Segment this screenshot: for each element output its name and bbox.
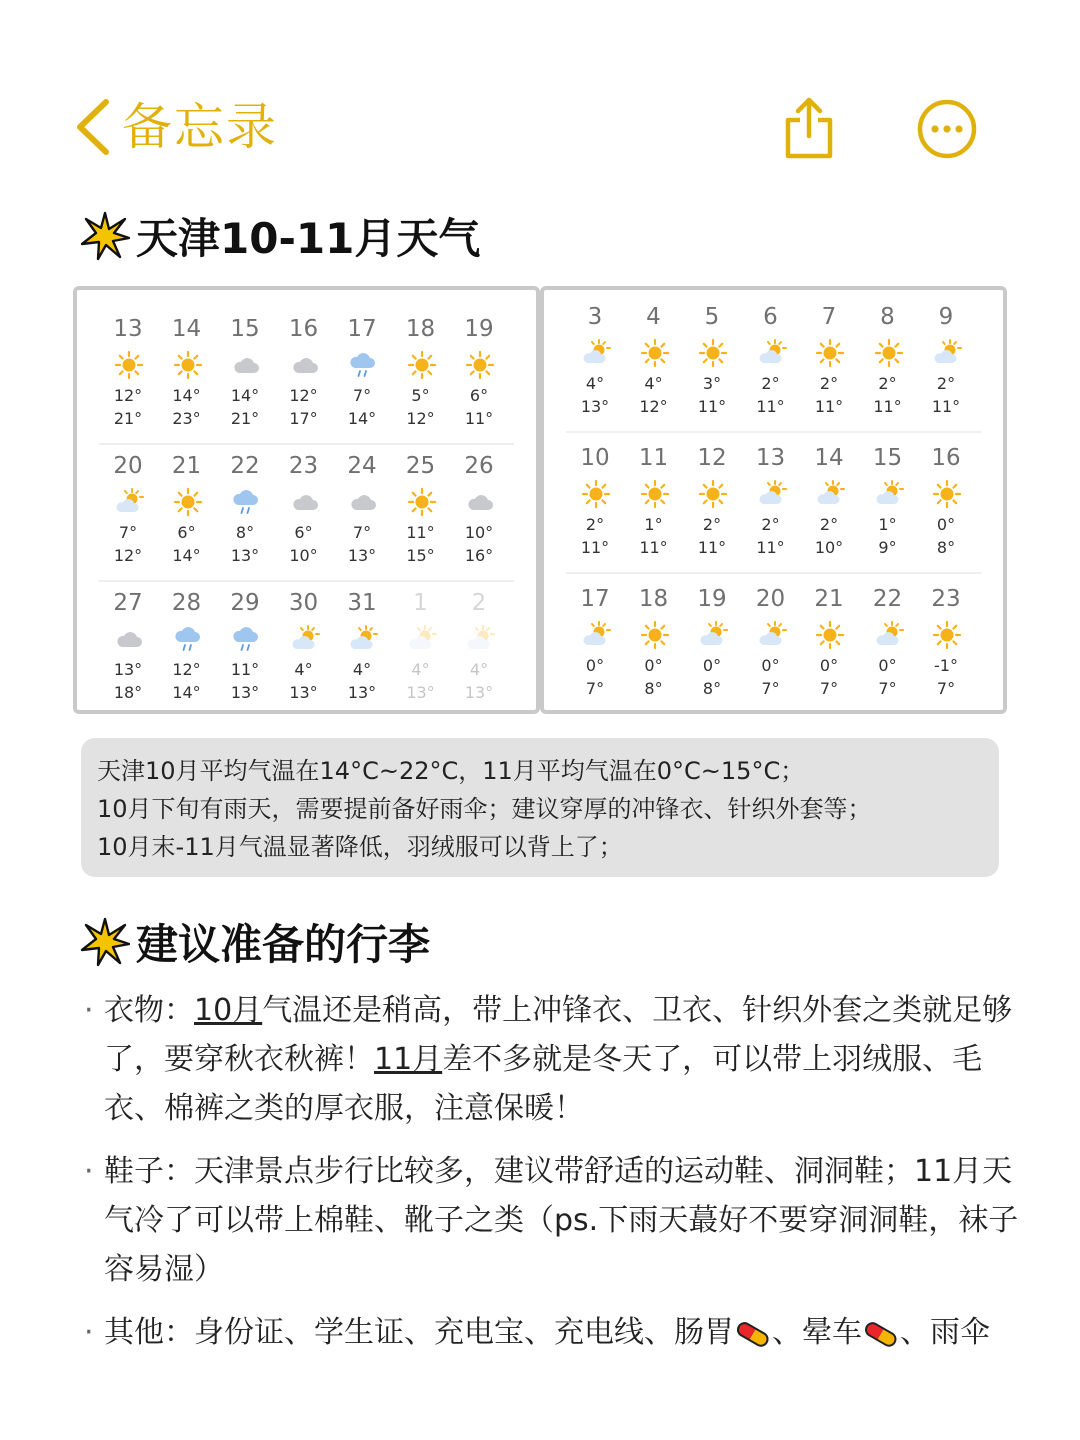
low-temp: 6° xyxy=(469,386,489,405)
low-temp: 4° xyxy=(585,374,605,393)
day-number: 8 xyxy=(880,304,895,330)
item-label: 其他： xyxy=(104,1315,194,1350)
calendar-day xyxy=(99,582,157,719)
calendar-day xyxy=(566,437,624,574)
low-temp: 0° xyxy=(819,656,839,675)
sunny-weather-icon xyxy=(932,479,962,509)
day-number: 18 xyxy=(405,316,436,342)
high-temp: 9° xyxy=(878,538,897,557)
october-week-row xyxy=(99,308,514,445)
high-temp: 15° xyxy=(406,546,435,565)
calendar-day xyxy=(566,578,624,715)
list-item-shoes xyxy=(80,1147,1040,1294)
cloudy-weather-icon xyxy=(114,624,144,654)
low-temp: 0° xyxy=(878,656,897,675)
day-number: 30 xyxy=(288,590,319,616)
high-temp: 11° xyxy=(756,397,785,416)
calendar-day xyxy=(566,296,624,433)
october-link: 10月 xyxy=(194,993,263,1028)
sunny-weather-icon xyxy=(465,350,495,380)
high-temp: 13° xyxy=(580,397,610,416)
sunny-weather-icon xyxy=(932,620,962,650)
item-label: 鞋子： xyxy=(104,1154,194,1189)
cloudy-weather-icon xyxy=(290,350,320,380)
low-temp: 2° xyxy=(819,374,839,393)
high-temp: 23° xyxy=(172,409,201,428)
row-divider xyxy=(566,572,981,574)
calendar-day xyxy=(683,437,741,574)
calendar-day xyxy=(625,437,683,574)
high-temp: 16° xyxy=(464,546,494,565)
day-number: 21 xyxy=(171,453,202,479)
november-week-row xyxy=(566,296,981,433)
high-temp: 8° xyxy=(936,538,956,557)
weather-summary-box xyxy=(81,738,999,877)
day-number: 29 xyxy=(230,590,260,616)
sunny-weather-icon xyxy=(640,479,670,509)
partly-weather-icon xyxy=(465,624,495,654)
high-temp: 10° xyxy=(814,538,844,557)
sparkle-star-icon xyxy=(80,917,130,967)
low-temp: 4° xyxy=(294,660,313,679)
bullet-dot: · xyxy=(84,1315,94,1350)
luggage-section-title xyxy=(80,912,430,972)
item-label: 衣物： xyxy=(104,993,194,1028)
day-number: 1 xyxy=(413,590,428,616)
day-number: 22 xyxy=(872,586,903,612)
low-temp: 4° xyxy=(352,660,372,679)
low-temp: 2° xyxy=(819,515,839,534)
high-temp: 11° xyxy=(639,538,668,557)
bullet-dot: · xyxy=(84,993,94,1028)
day-number: 26 xyxy=(464,453,494,479)
partly-weather-icon xyxy=(874,479,904,509)
bullet-dot: · xyxy=(84,1154,94,1189)
high-temp: 13° xyxy=(289,683,318,702)
list-item-clothes xyxy=(80,986,1040,1133)
item-text: 、晕车 xyxy=(772,1315,862,1350)
high-temp: 11° xyxy=(697,397,727,416)
low-temp: 6° xyxy=(294,523,313,542)
low-temp: 2° xyxy=(761,374,780,393)
item-text: 、雨伞 xyxy=(900,1315,990,1350)
calendar-day xyxy=(333,308,391,445)
high-temp: 18° xyxy=(113,683,143,702)
low-temp: 14° xyxy=(172,386,201,405)
high-temp: 11° xyxy=(931,397,961,416)
calendar-day xyxy=(333,582,391,719)
november-weather-calendar xyxy=(540,286,1007,714)
calendar-day xyxy=(625,296,683,433)
day-number: 13 xyxy=(113,316,143,342)
low-temp: 2° xyxy=(585,515,605,534)
partly-weather-icon xyxy=(757,338,787,368)
partly-weather-icon xyxy=(581,338,611,368)
high-temp: 13° xyxy=(406,683,435,702)
day-number: 12 xyxy=(697,445,727,471)
high-temp: 12° xyxy=(639,397,668,416)
partly-weather-icon xyxy=(581,620,611,650)
rainy-weather-icon xyxy=(231,487,261,517)
low-temp: 0° xyxy=(585,656,605,675)
partly-weather-icon xyxy=(114,487,144,517)
calendar-day xyxy=(859,296,917,433)
calendar-day xyxy=(683,296,741,433)
sparkle-star-icon xyxy=(80,211,130,261)
day-number: 20 xyxy=(113,453,143,479)
november-week-row xyxy=(566,437,981,574)
pill-icon xyxy=(734,1321,772,1347)
partly-weather-icon xyxy=(290,624,320,654)
low-temp: 12° xyxy=(289,386,318,405)
low-temp: 7° xyxy=(352,386,372,405)
calendar-day xyxy=(99,445,157,582)
calendar-day xyxy=(450,445,508,582)
sunny-weather-icon xyxy=(815,338,845,368)
day-number: 19 xyxy=(697,586,727,612)
partly-weather-icon xyxy=(757,479,787,509)
cloudy-weather-icon xyxy=(348,487,378,517)
sunny-weather-icon xyxy=(173,487,203,517)
high-temp: 13° xyxy=(230,683,260,702)
day-number: 28 xyxy=(171,590,202,616)
calendar-day xyxy=(625,578,683,715)
high-temp: 11° xyxy=(580,538,610,557)
item-text: 天津景点步行比较多，建议带舒适的运动鞋、洞洞鞋；11月天气冷了可以带上棉鞋、靴子之类（ps.下雨天蕞好不要穿洞洞鞋，袜子容易湿） xyxy=(104,1154,1019,1287)
day-number: 13 xyxy=(755,445,786,471)
calendar-day xyxy=(392,445,450,582)
partly-weather-icon xyxy=(874,620,904,650)
day-number: 22 xyxy=(230,453,260,479)
day-number: 15 xyxy=(872,445,903,471)
calendar-day xyxy=(392,308,450,445)
item-text: 差不多就是冬天了，可以带上羽绒服、毛衣、棉裤之类的厚衣服，注意保暖！ xyxy=(104,1042,983,1126)
calendar-day xyxy=(917,578,975,715)
cloudy-weather-icon xyxy=(290,487,320,517)
high-temp: 14° xyxy=(347,409,377,428)
high-temp: 13° xyxy=(230,546,260,565)
high-temp: 10° xyxy=(289,546,318,565)
low-temp: 5° xyxy=(411,386,430,405)
low-temp: 2° xyxy=(878,374,897,393)
calendar-day xyxy=(392,582,450,719)
chevron-left-icon xyxy=(72,96,114,158)
high-temp: 11° xyxy=(756,538,785,557)
item-text: 身份证、学生证、充电宝、充电线、肠胃 xyxy=(194,1315,734,1350)
sunny-weather-icon xyxy=(815,620,845,650)
day-number: 11 xyxy=(638,445,669,471)
day-number: 23 xyxy=(931,586,961,612)
day-number: 18 xyxy=(638,586,669,612)
low-temp: 4° xyxy=(644,374,663,393)
low-temp: 1° xyxy=(878,515,897,534)
partly-weather-icon xyxy=(348,624,378,654)
low-temp: 8° xyxy=(235,523,255,542)
low-temp: 12° xyxy=(172,660,201,679)
calendar-day xyxy=(275,582,333,719)
day-number: 15 xyxy=(230,316,260,342)
low-temp: 2° xyxy=(702,515,722,534)
low-temp: 0° xyxy=(702,656,722,675)
back-button[interactable] xyxy=(72,96,278,158)
low-temp: 14° xyxy=(230,386,260,405)
low-temp: 12° xyxy=(113,386,143,405)
low-temp: -1° xyxy=(934,656,958,675)
sunny-weather-icon xyxy=(698,338,728,368)
sunny-weather-icon xyxy=(114,350,144,380)
high-temp: 8° xyxy=(702,679,722,698)
day-number: 9 xyxy=(938,304,954,330)
low-temp: 0° xyxy=(761,656,780,675)
row-divider xyxy=(566,431,981,433)
high-temp: 8° xyxy=(644,679,663,698)
list-item-others xyxy=(80,1308,1040,1357)
calendar-day xyxy=(158,582,216,719)
calendar-day xyxy=(275,308,333,445)
calendar-day xyxy=(742,578,800,715)
high-temp: 14° xyxy=(172,683,201,702)
day-number: 14 xyxy=(814,445,844,471)
navigation-bar xyxy=(0,0,1080,180)
low-temp: 3° xyxy=(702,374,722,393)
calendar-day xyxy=(216,445,274,582)
luggage-list xyxy=(80,986,1040,1371)
sunny-weather-icon xyxy=(173,350,203,380)
high-temp: 11° xyxy=(873,397,902,416)
summary-line: 10月下旬有雨天，需要提前备好雨伞；建议穿厚的冲锋衣、针织外套等； xyxy=(97,795,872,823)
pill-icon xyxy=(862,1321,900,1347)
low-temp: 13° xyxy=(113,660,143,679)
high-temp: 7° xyxy=(819,679,839,698)
november-week-row xyxy=(566,578,981,715)
calendar-day xyxy=(859,578,917,715)
day-number: 16 xyxy=(931,445,961,471)
item-text: 气温还是稍高，带上冲锋衣、卫衣、针织外套之类就足够了，要穿秋衣秋裤！ xyxy=(104,993,1013,1077)
october-week-row xyxy=(99,445,514,582)
partly-weather-icon xyxy=(407,624,437,654)
sunny-weather-icon xyxy=(698,479,728,509)
day-number: 19 xyxy=(464,316,494,342)
calendar-day xyxy=(216,582,274,719)
share-button[interactable] xyxy=(782,96,836,160)
high-temp: 13° xyxy=(464,683,494,702)
october-weather-calendar xyxy=(73,286,540,714)
day-number: 23 xyxy=(288,453,319,479)
high-temp: 7° xyxy=(761,679,780,698)
high-temp: 12° xyxy=(113,546,143,565)
sunny-weather-icon xyxy=(640,620,670,650)
calendar-day xyxy=(333,445,391,582)
low-temp: 2° xyxy=(761,515,780,534)
high-temp: 7° xyxy=(585,679,605,698)
summary-line: 10月末-11月气温显著降低，羽绒服可以背上了； xyxy=(97,833,623,861)
calendar-day xyxy=(683,578,741,715)
high-temp: 7° xyxy=(936,679,956,698)
weather-title-text: 天津10-11月天气 xyxy=(136,214,481,263)
calendar-day xyxy=(917,437,975,574)
calendar-day xyxy=(99,308,157,445)
ellipsis-circle-icon xyxy=(916,98,978,160)
high-temp: 13° xyxy=(347,546,377,565)
calendar-day xyxy=(917,296,975,433)
rainy-weather-icon xyxy=(348,350,378,380)
low-temp: 11° xyxy=(230,660,260,679)
more-options-button[interactable] xyxy=(916,98,978,160)
day-number: 14 xyxy=(171,316,202,342)
day-number: 7 xyxy=(821,304,837,330)
day-number: 17 xyxy=(580,586,610,612)
sunny-weather-icon xyxy=(407,350,437,380)
calendar-day xyxy=(275,445,333,582)
low-temp: 0° xyxy=(936,515,956,534)
calendar-day xyxy=(158,445,216,582)
rainy-weather-icon xyxy=(231,624,261,654)
day-number: 16 xyxy=(288,316,319,342)
calendar-day xyxy=(800,296,858,433)
day-number: 4 xyxy=(646,304,661,330)
low-temp: 7° xyxy=(118,523,138,542)
cloudy-weather-icon xyxy=(465,487,495,517)
day-number: 5 xyxy=(704,304,720,330)
day-number: 27 xyxy=(113,590,143,616)
high-temp: 13° xyxy=(347,683,377,702)
sunny-weather-icon xyxy=(407,487,437,517)
luggage-title-text: 建议准备的行李 xyxy=(136,920,431,969)
day-number: 24 xyxy=(347,453,377,479)
calendar-day xyxy=(216,308,274,445)
day-number: 25 xyxy=(405,453,436,479)
low-temp: 4° xyxy=(411,660,430,679)
october-week-row xyxy=(99,582,514,719)
low-temp: 4° xyxy=(469,660,489,679)
calendar-day xyxy=(742,437,800,574)
day-number: 2 xyxy=(471,590,487,616)
sunny-weather-icon xyxy=(874,338,904,368)
day-number: 31 xyxy=(347,590,377,616)
calendar-day xyxy=(450,308,508,445)
low-temp: 1° xyxy=(644,515,663,534)
high-temp: 7° xyxy=(878,679,897,698)
calendar-day xyxy=(158,308,216,445)
day-number: 20 xyxy=(755,586,786,612)
november-link: 11月 xyxy=(374,1042,443,1077)
high-temp: 17° xyxy=(289,409,318,428)
weather-section-title xyxy=(80,206,480,266)
day-number: 3 xyxy=(587,304,603,330)
low-temp: 6° xyxy=(177,523,196,542)
calendar-day xyxy=(450,582,508,719)
high-temp: 12° xyxy=(406,409,435,428)
day-number: 10 xyxy=(580,445,610,471)
high-temp: 11° xyxy=(697,538,727,557)
partly-weather-icon xyxy=(698,620,728,650)
cloudy-weather-icon xyxy=(231,350,261,380)
day-number: 6 xyxy=(763,304,778,330)
back-label: 备忘录 xyxy=(122,98,278,156)
high-temp: 11° xyxy=(814,397,844,416)
calendar-day xyxy=(800,578,858,715)
low-temp: 2° xyxy=(936,374,956,393)
partly-weather-icon xyxy=(932,338,962,368)
summary-line: 天津10月平均气温在14°C~22°C，11月平均气温在0°C~15°C； xyxy=(97,757,805,785)
sunny-weather-icon xyxy=(581,479,611,509)
day-number: 17 xyxy=(347,316,377,342)
rainy-weather-icon xyxy=(173,624,203,654)
calendar-day xyxy=(800,437,858,574)
high-temp: 11° xyxy=(464,409,494,428)
low-temp: 10° xyxy=(464,523,494,542)
day-number: 21 xyxy=(814,586,844,612)
high-temp: 21° xyxy=(230,409,260,428)
partly-weather-icon xyxy=(815,479,845,509)
share-icon xyxy=(782,96,836,160)
high-temp: 21° xyxy=(113,409,143,428)
calendar-day xyxy=(742,296,800,433)
calendar-day xyxy=(859,437,917,574)
partly-weather-icon xyxy=(757,620,787,650)
low-temp: 0° xyxy=(644,656,663,675)
low-temp: 11° xyxy=(406,523,435,542)
sunny-weather-icon xyxy=(640,338,670,368)
low-temp: 7° xyxy=(352,523,372,542)
high-temp: 14° xyxy=(172,546,201,565)
